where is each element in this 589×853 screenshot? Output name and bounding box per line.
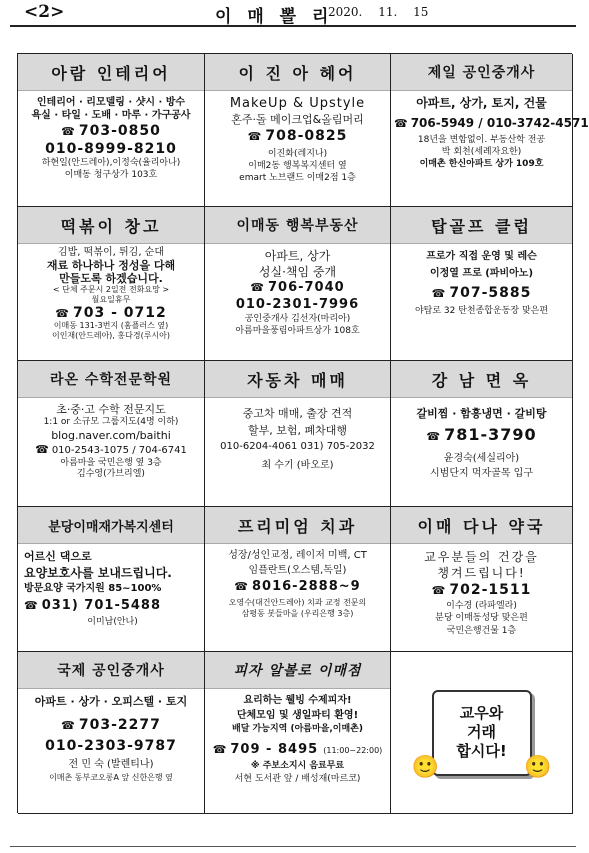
- ad-leejina-hair: 이 진 아 헤어 MakeUp & Upstyle 혼주·돌 메이크업&올림머리 ☎ 708-0825 이진화(레지나) 이매2동 행복복지센터 옆 emart 노브랜드 이매2점 1층: [205, 54, 391, 207]
- phone-icon: ☎: [250, 281, 265, 295]
- ad-aram-interior: 아람 인테리어 인테리어 · 리모델링 · 샷시 · 방수 욕실 · 타일 · 도배 · 마루 · 가구공사 ☎ 703-0850 010-8999-8210 하현일(안드레아),이정숙(율리아나) 이매동 청구상가 103호: [18, 54, 205, 207]
- ad-gukje-realty: 국제 공인중개사 아파트 · 상가 · 오피스텔 · 토지 ☎ 703-2277 010-2303-9787 전 민 숙 (발렌티나) 이매촌 동부코오롱A 앞 신한은행 옆: [18, 652, 205, 814]
- ad-dana-pharmacy: 이매 다나 약국 교우분들의 건강을 챙겨드립니다! ☎ 702-1511 이수경 (라파엘라) 분당 이매동성당 맞은편 국민은행건물 1층: [391, 507, 573, 652]
- ad-title: 국제 공인중개사: [18, 652, 204, 689]
- ad-title: 라온 수학전문학원: [18, 361, 204, 398]
- phone-icon: ☎: [24, 598, 39, 612]
- promo-trade-with-parishioners: [391, 652, 573, 814]
- ad-title: 피자 알볼로 이매점: [205, 652, 390, 689]
- ad-tteokbokki-changgo: 떡볶이 창고 김밥, 떡볶이, 튀김, 순대 재료 하나하나 정성을 다해 만들도록 하겠습니다. < 단체 주문시 2일전 전화요망 > 월요일휴무 ☎ 703 - 0712 이매동 131-3번지 (홈플러스 옆) 이인재(안드레아), 홍다경(루시아): [18, 207, 205, 361]
- ad-title: 떡볶이 창고: [18, 207, 204, 244]
- ad-title: 탑골프 클럽: [391, 207, 572, 244]
- ad-title: 강 남 면 옥: [391, 361, 572, 398]
- ad-title: 자동차 매매: [205, 361, 390, 398]
- ad-title: 아람 인테리어: [18, 54, 204, 91]
- page-number: <2>: [24, 2, 65, 22]
- ad-grid: [17, 53, 589, 813]
- mascot-icon: 🙂: [524, 755, 552, 780]
- phone-icon: ☎: [61, 718, 76, 732]
- ad-raon-math-academy: 라온 수학전문학원 초·중·고 수학 전문지도 1:1 or 소규모 그룹지도(4명 이하) blog.naver.com/baithi ☎ 010-2543-1075 / 704-6741 아름마을 국민은행 옆 3층 김수영(가브리엘): [18, 361, 205, 507]
- ad-title: 제일 공인중개사: [391, 54, 572, 91]
- phone-icon: ☎: [212, 743, 228, 757]
- ad-haengbok-realty: 이매동 행복부동산 아파트, 상가 성실·책임 중개 ☎ 706-7040 010-2301-7996 공인중개사 김선자(마리아) 아름마을풍림아파트상가 108호: [205, 207, 391, 361]
- ad-car-dealer: 자동차 매매 중고차 매매, 출장 견적 할부, 보험, 폐차대행 010-6204-4061 031) 705-2032 최 수기 (바오로): [205, 361, 391, 507]
- ad-bundang-care-center: 분당이매재가복지센터 어르신 댁으로 요양보호사를 보내드립니다. 방문요양 국가지원 85~100% ☎ 031) 701-5488 이미남(안나): [18, 507, 205, 652]
- phone-icon: ☎: [61, 125, 76, 138]
- ad-title: 이매 다나 약국: [391, 507, 572, 544]
- ad-title: 분당이매재가복지센터: [18, 507, 204, 544]
- ad-jeil-realty: 제일 공인중개사 아파트, 상가, 토지, 건물 ☎ 706-5949 / 010-3742-4571 18년을 변함없이. 부동산학 전공 박 회천(세례자요한) 이매촌 한신아파트 상가 109호: [391, 54, 573, 207]
- issue-date: 2020. 11. 15: [328, 5, 429, 19]
- ad-title: 이 진 아 헤어: [205, 54, 390, 91]
- phone-icon: ☎: [394, 116, 408, 130]
- phone-icon: ☎: [234, 580, 249, 593]
- phone-icon: ☎: [247, 130, 263, 144]
- promo-board: 🙂 교우와 거래 합시다! 🙂: [432, 690, 532, 776]
- ad-premium-dental: 프리미엄 치과 성장/성인교정, 레이저 미백, CT 임플란트(오스템,독일) ☎ 8016-2888~9 오영수(대건안드레아) 치과 교정 전문의 삼평동 봇들마을 (우리은행 3층): [205, 507, 391, 652]
- mascot-icon: 🙂: [411, 755, 439, 780]
- ad-pizza-alvolo: 피자 알볼로 이매점 요리하는 웰빙 수제피자! 단체모임 및 생일파티 환영! 배달 가능지역 (아름마을,이매촌) ☎ 709 - 8495 (11:00~22:00) ※ 주보소지시 음료무료 서현 도서관 앞 / 배성재(마르코): [205, 652, 391, 814]
- ad-top-golf-club: 탑골프 클럽 프로가 직접 운영 및 레슨 이정열 프로 (파비아노) ☎ 707-5885 야탑로 32 탄천종합운동장 맞은편: [391, 207, 573, 361]
- phone-icon: ☎: [426, 429, 442, 443]
- phone-icon: ☎: [35, 443, 49, 457]
- phone-icon: ☎: [431, 584, 447, 598]
- footer-rule: [10, 846, 576, 847]
- ad-gangnam-myeonok: 강 남 면 옥 갈비찜 · 함흥냉면 · 갈비탕 ☎ 781-3790 윤경숙(세실리아) 시범단지 먹자골목 입구: [391, 361, 573, 507]
- phone-icon: ☎: [431, 287, 447, 300]
- phone-icon: ☎: [55, 306, 70, 320]
- masthead-title: 이 매 뽈 리: [215, 7, 334, 27]
- header-rule: [10, 25, 576, 27]
- ad-title: 프리미엄 치과: [205, 507, 390, 544]
- ad-title: 이매동 행복부동산: [205, 207, 390, 244]
- page-header: [10, 2, 577, 26]
